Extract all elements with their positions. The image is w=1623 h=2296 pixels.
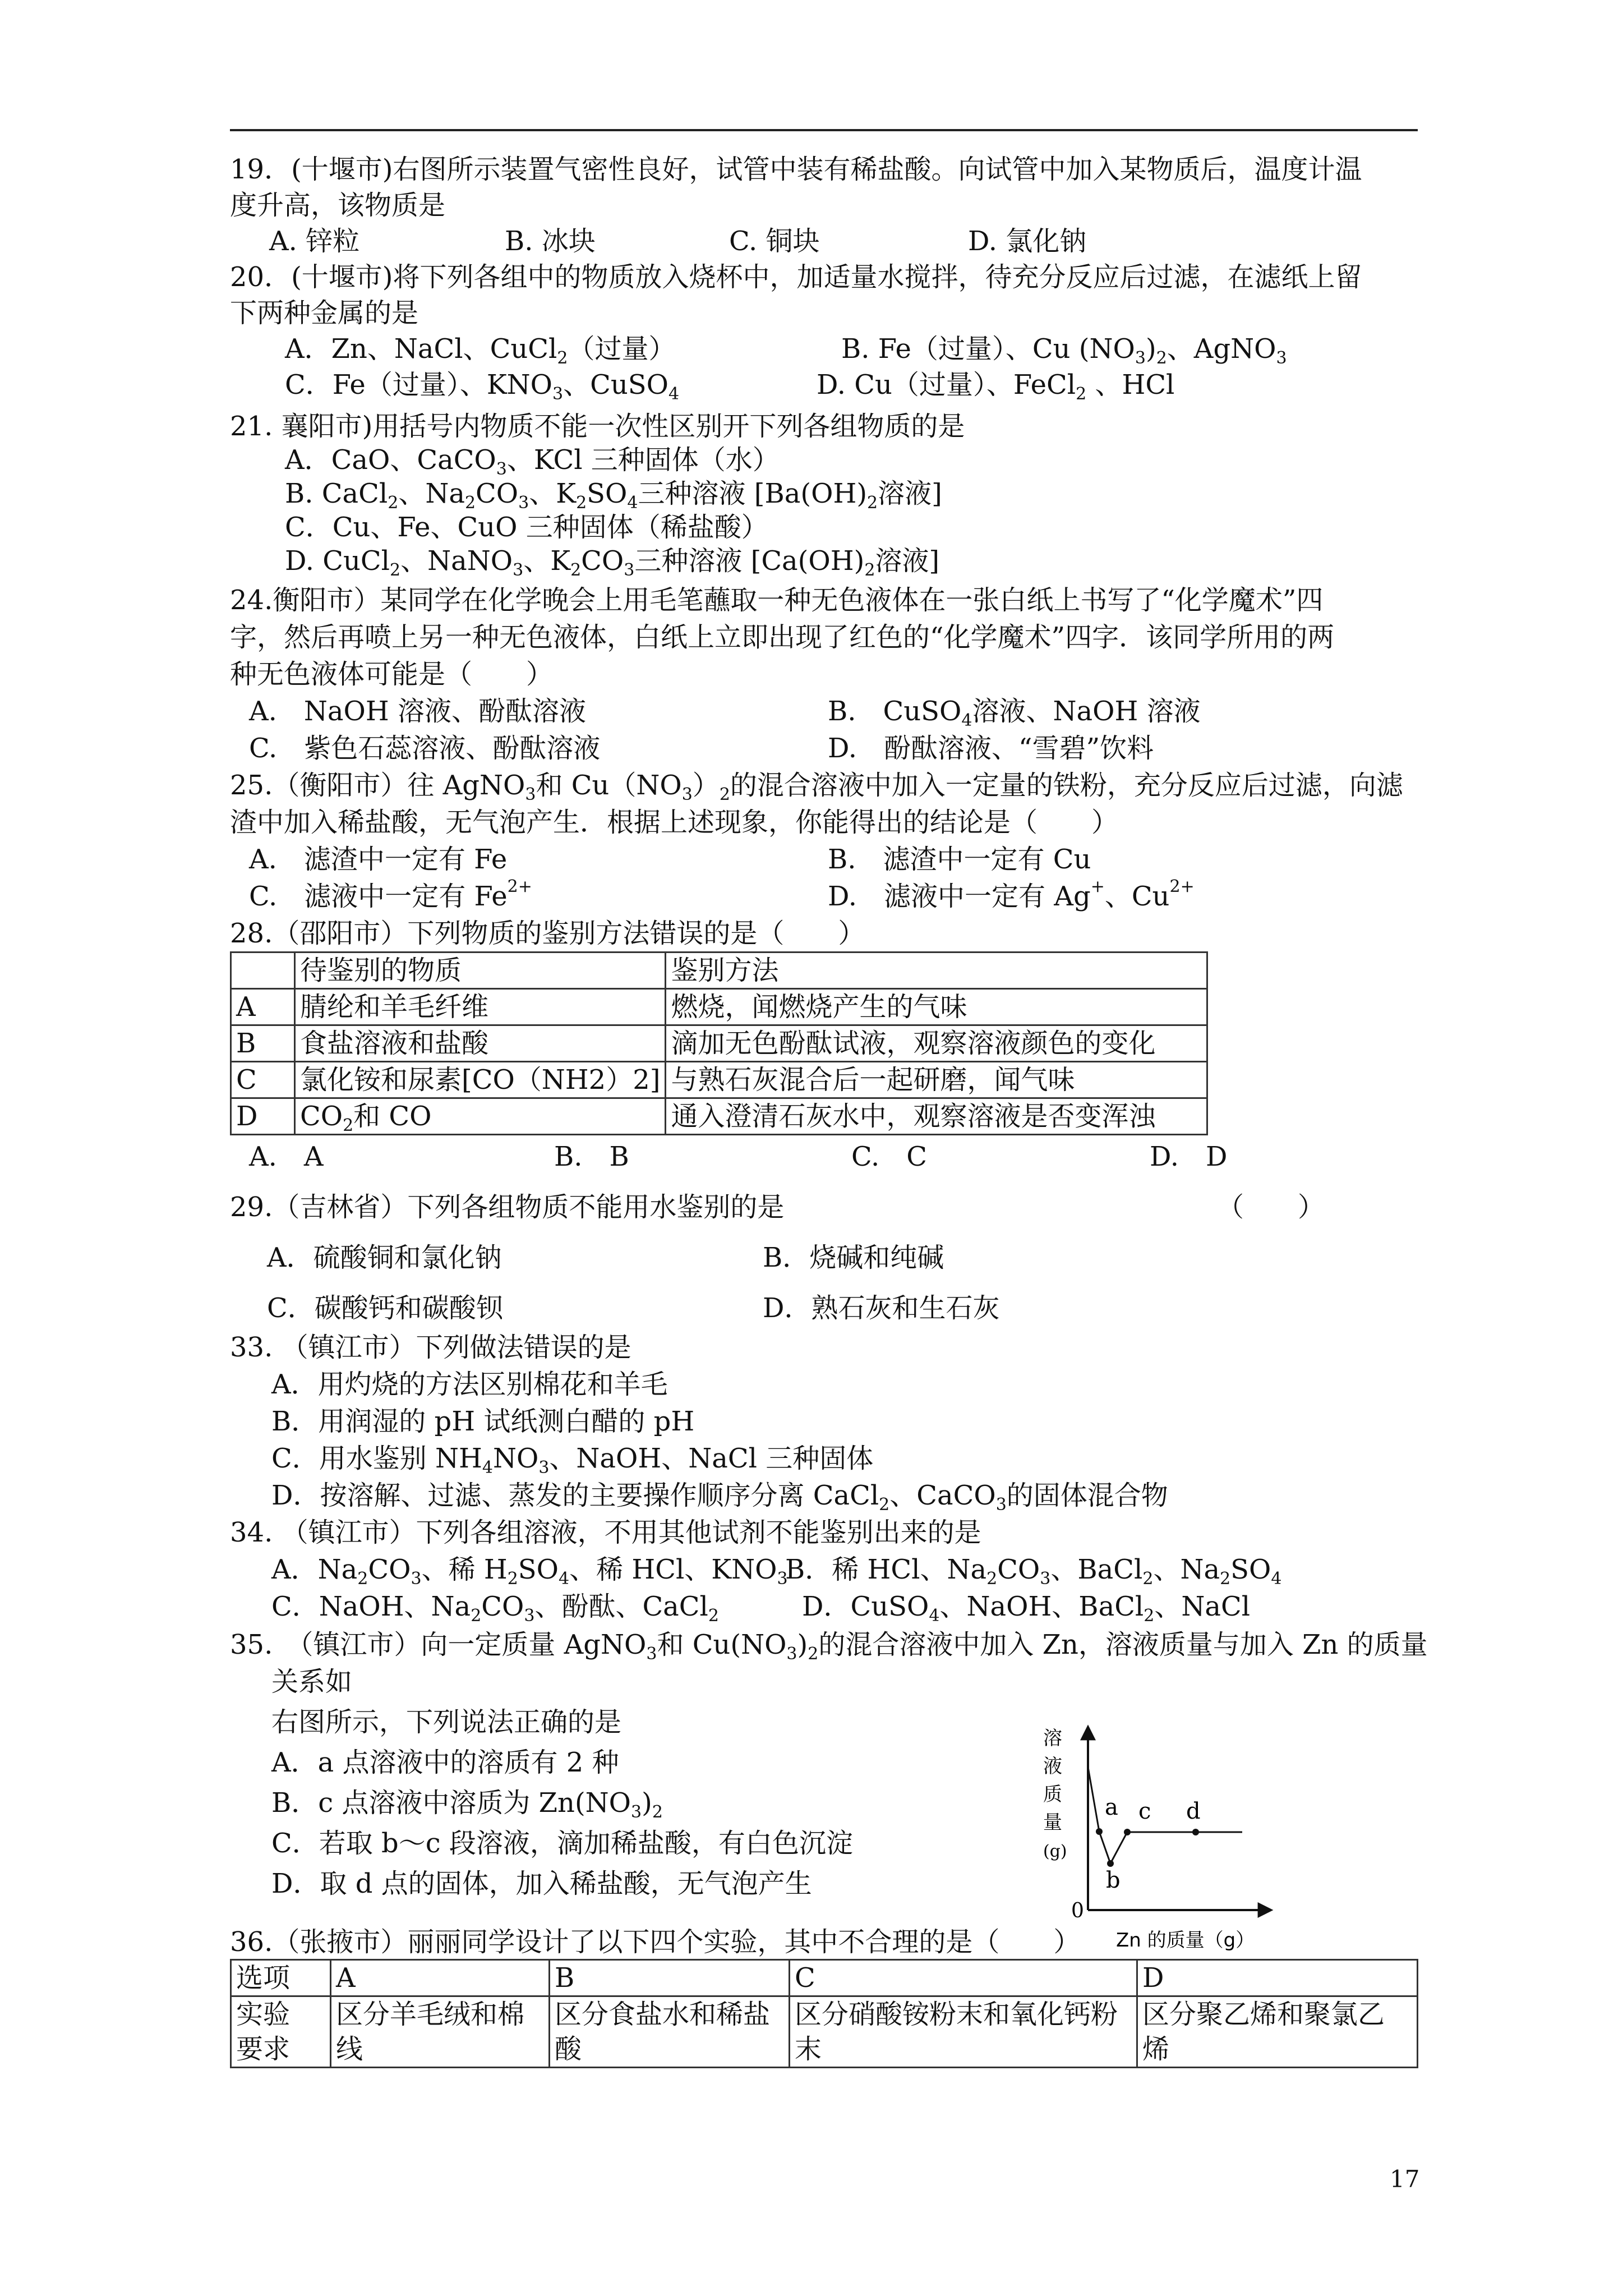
point-b <box>1107 1860 1114 1867</box>
q34-option-b: B．稀 HCl、$Na_2CO_3$、BaCl$_2$、$Na_2SO_4$ <box>785 1554 1282 1589</box>
q36-table <box>230 1959 1418 2068</box>
table-cell: 区分硝酸铵粉末和氧化钙粉 末 <box>790 1996 1137 2068</box>
q29-option-d: D．熟石灰和生石灰 <box>763 1292 1000 1324</box>
table-cell: 燃烧，闻燃烧产生的气味 <box>666 989 1207 1025</box>
table-row <box>231 1098 1207 1135</box>
q20-option-d: D. Cu（过量）、FeCl$_2$ 、HCl <box>817 369 1175 404</box>
q28-option-d: D. D <box>1150 1141 1228 1172</box>
text-line: 下两种金属的是 <box>230 297 419 329</box>
q24-option-b: B. CuSO$_4$溶液、NaOH 溶液 <box>828 696 1201 730</box>
table-row <box>231 989 1207 1025</box>
q24-option-c: C. 紫色石蕊溶液、酚酞溶液 <box>249 733 601 764</box>
text-line: C. 铜块 <box>729 226 820 257</box>
q24-option-d: D. 酚酞溶液、“雪碧”饮料 <box>828 733 1154 764</box>
q35-stem-line2: 关系如 <box>271 1666 353 1697</box>
q35-option-d: D．取 d 点的固体，加入稀盐酸，无气泡产生 <box>271 1868 812 1899</box>
q20-option-c: C．Fe（过量）、$KNO_3$、CuSO$_4$ <box>285 369 680 404</box>
q21-option-b: B. CaCl$_2$、$Na_2CO_3$、$K_2SO_4$三种溶液 [$Ba(OH)_2$溶液] <box>285 478 942 513</box>
table-cell: D <box>231 1098 295 1135</box>
table-header: B <box>550 1960 790 1996</box>
origin-label: 0 <box>1071 1899 1084 1922</box>
point-label-b: b <box>1106 1867 1121 1893</box>
text-line: 度升高，该物质是 <box>230 190 446 221</box>
q33-option-b: B．用润湿的 pH 试纸测白醋的 pH <box>271 1406 695 1437</box>
q33-option-c: C．用水鉴别 $NH_4NO_3$、NaOH、NaCl 三种固体 <box>271 1443 874 1478</box>
q36-stem: 36.（张掖市）丽丽同学设计了以下四个实验，其中不合理的是（ ） <box>230 1926 1081 1958</box>
text-line: B. 冰块 <box>505 226 596 257</box>
table-header: C <box>790 1960 1137 1996</box>
q28-option-a: A. A <box>249 1141 324 1172</box>
q25-option-d: D. 滤液中一定有 Ag+、$Cu^{2+}$ <box>828 877 1195 912</box>
point-a <box>1096 1828 1103 1835</box>
page-number: 17 <box>1390 2165 1420 2193</box>
table-cell: B <box>231 1025 295 1062</box>
q35-option-a: A．a 点溶液中的溶质有 2 种 <box>271 1747 619 1778</box>
y-label-char: 溶 <box>1043 1727 1062 1750</box>
q21-option-a: A．CaO、CaCO$_3$、KCl 三种固体（水） <box>285 444 780 479</box>
q33-option-d: D．按溶解、过滤、蒸发的主要操作顺序分离 CaCl$_2$、CaCO$_3$的固体混合物 <box>271 1480 1168 1515</box>
q34-stem: 34. （镇江市）下列各组溶液，不用其他试剂不能鉴别出来的是 <box>230 1517 981 1548</box>
q35-stem-line3: 右图所示，下列说法正确的是 <box>271 1706 622 1738</box>
point-label-d: d <box>1186 1798 1201 1824</box>
table-header: D <box>1137 1960 1418 1996</box>
q34-option-c: C．NaOH、$Na_2CO_3$、酚酞、CaCl$_2$ <box>271 1591 719 1626</box>
table-row <box>231 1960 1418 1996</box>
q28-stem: 28.（邵阳市）下列物质的鉴别方法错误的是（ ） <box>230 918 865 949</box>
q29-answer-paren: （ ） <box>1217 1191 1325 1223</box>
y-label-char: 质 <box>1043 1783 1062 1806</box>
q20-option-b: B. Fe（过量）、Cu $(NO_3)_2$、AgNO$_3$ <box>841 333 1287 368</box>
table-cell: A <box>231 989 295 1025</box>
q29-option-c: C．碳酸钙和碳酸钡 <box>267 1292 503 1324</box>
point-d <box>1192 1829 1199 1835</box>
table-cell: 腈纶和羊毛纤维 <box>295 989 666 1025</box>
q25-option-c: C. 滤液中一定有 $Fe^{2+}$ <box>249 877 532 912</box>
q25-option-a: A. 滤渣中一定有 Fe <box>249 844 508 875</box>
table-cell: 食盐溶液和盐酸 <box>295 1025 666 1062</box>
text-line: 20．(十堰市)将下列各组中的物质放入烧杯中，加适量水搅拌，待充分反应后过滤，在滤纸上留 <box>230 261 1362 293</box>
table-header: A <box>331 1960 550 1996</box>
table-row <box>231 953 1207 989</box>
table-row <box>231 1996 1418 2068</box>
y-label-unit: (g) <box>1043 1842 1067 1861</box>
table-cell: 区分羊毛绒和棉 线 <box>331 1996 550 2068</box>
q29-option-b: B．烧碱和纯碱 <box>763 1242 944 1273</box>
table-header: 选项 <box>231 1960 331 1996</box>
q24-option-a: A. NaOH 溶液、酚酞溶液 <box>249 696 587 727</box>
point-label-c: c <box>1138 1798 1151 1824</box>
table-cell: C <box>231 1062 295 1098</box>
header-rule <box>230 129 1418 131</box>
table-cell <box>231 953 295 989</box>
y-label-char: 量 <box>1043 1811 1062 1834</box>
table-cell: 与熟石灰混合后一起研磨，闻气味 <box>666 1062 1207 1098</box>
table-cell: 通入澄清石灰水中，观察溶液是否变浑浊 <box>666 1098 1207 1135</box>
q28-option-c: C. C <box>851 1141 928 1172</box>
table-header: 待鉴别的物质 <box>295 953 666 989</box>
text-line: A. 锌粒 <box>269 226 360 257</box>
table-header: 鉴别方法 <box>666 953 1207 989</box>
text-line: D. 氯化钠 <box>968 226 1087 257</box>
q33-stem: 33. （镇江市）下列做法错误的是 <box>230 1332 631 1363</box>
q24-stem-line3: 种无色液体可能是（ ） <box>230 659 554 690</box>
table-cell: 实验 要求 <box>231 1996 331 2068</box>
q29-option-a: A．硫酸铜和氯化钠 <box>267 1242 502 1273</box>
q21-stem: 21. 襄阳市)用括号内物质不能一次性区别开下列各组物质的是 <box>230 411 965 442</box>
table-cell: 区分食盐水和稀盐 酸 <box>550 1996 790 2068</box>
point-c <box>1124 1829 1131 1835</box>
text-line: 19．(十堰市)右图所示装置气密性良好，试管中装有稀盐酸。向试管中加入某物质后，温度计温 <box>230 154 1362 185</box>
q25-stem-line1: 25.（衡阳市）往 AgNO$_3$和 $Cu(NO_3)_2$的混合溶液中加入一定量的铁粉，充分反应后过滤，向滤 <box>230 770 1403 804</box>
q28-table <box>230 951 1208 1135</box>
q34-option-a: A．$Na_2CO_3$、稀 $H_2SO_4$、稀 HCl、$KNO_3$ <box>271 1554 788 1589</box>
q35-mass-graph <box>1043 1717 1279 1952</box>
q21-option-c: C．Cu、Fe、CuO 三种固体（稀盐酸） <box>285 512 768 543</box>
q35-stem-line1: 35. （镇江市）向一定质量 AgNO$_3$和 $Cu(NO_3)_2$的混合溶液中加入 Zn，溶液质量与加入 Zn 的质量 <box>230 1629 1428 1664</box>
table-cell: $CO_2$和 CO <box>295 1098 666 1135</box>
q28-option-b: B. B <box>554 1141 629 1172</box>
q21-option-d: D. CuCl$_2$、NaNO$_3$、$K_2CO_3$三种溶液 [$Ca(OH)_2$溶液] <box>285 545 940 580</box>
x-label: Zn 的质量（g） <box>1116 1929 1255 1952</box>
table-cell: 区分聚乙烯和聚氯乙 烯 <box>1137 1996 1418 2068</box>
q25-stem-line2: 渣中加入稀盐酸，无气泡产生．根据上述现象，你能得出的结论是（ ） <box>230 807 1119 838</box>
q20-option-a: A．Zn、NaCl、CuCl$_2$（过量） <box>285 333 676 368</box>
table-cell: 氯化铵和尿素[CO（NH2）2] <box>295 1062 666 1098</box>
table-row <box>231 1062 1207 1098</box>
q33-option-a: A．用灼烧的方法区别棉花和羊毛 <box>271 1369 668 1400</box>
y-label-char: 液 <box>1043 1755 1062 1778</box>
q25-option-b: B. 滤渣中一定有 Cu <box>828 844 1091 875</box>
table-row <box>231 1025 1207 1062</box>
q35-option-c: C．若取 b～c 段溶液，滴加稀盐酸，有白色沉淀 <box>271 1828 853 1859</box>
q24-stem-line2: 字，然后再喷上另一种无色液体，白纸上立即出现了红色的“化学魔术”四字．该同学所用的两 <box>230 622 1335 653</box>
q24-stem-line1: 24.衡阳市）某同学在化学晚会上用毛笔蘸取一种无色液体在一张白纸上书写了“化学魔术”四 <box>230 585 1324 616</box>
q34-option-d: D．CuSO$_4$、NaOH、BaCl$_2$、NaCl <box>802 1591 1251 1626</box>
table-cell: 滴加无色酚酞试液，观察溶液颜色的变化 <box>666 1025 1207 1062</box>
q35-option-b: B．c 点溶液中溶质为 $Zn(NO_3)_2$ <box>271 1787 663 1822</box>
point-label-a: a <box>1105 1795 1118 1820</box>
q29-stem: 29.（吉林省）下列各组物质不能用水鉴别的是 <box>230 1191 785 1223</box>
